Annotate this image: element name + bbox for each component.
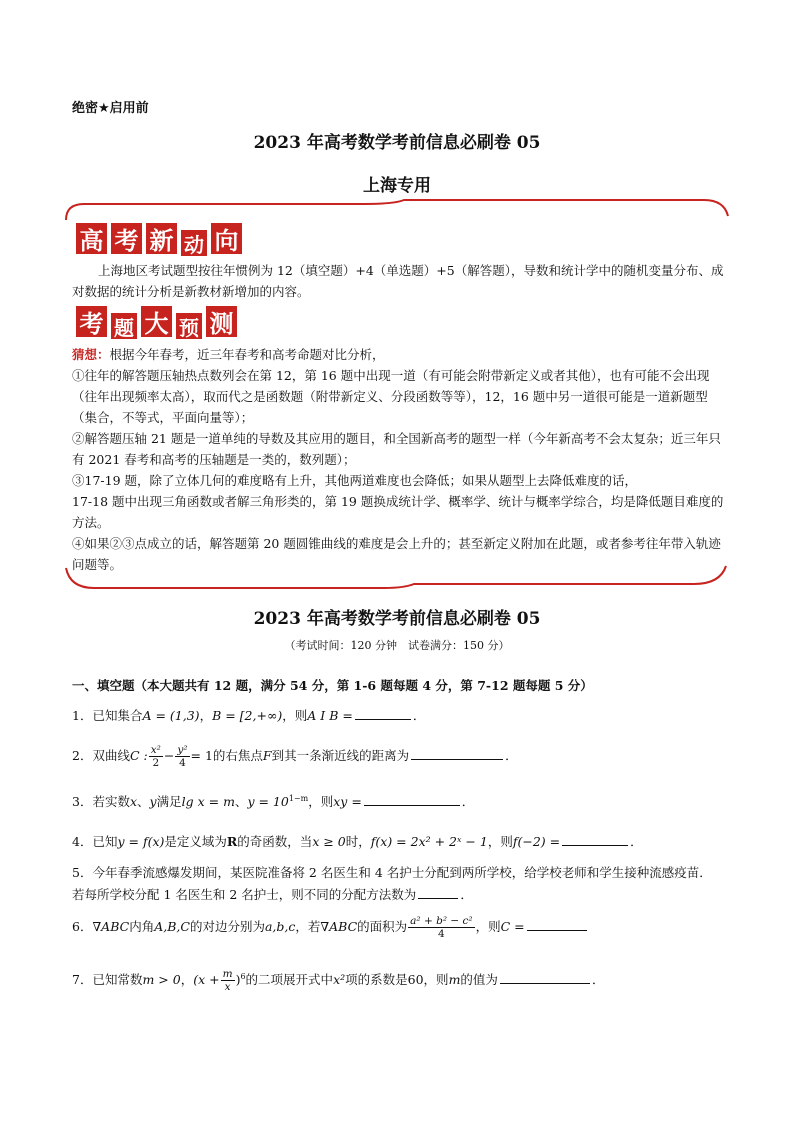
- numerator: a² + b² − c²: [410, 915, 473, 927]
- q-text: 今年春季流感爆发期间，某医院准备将 2 名医生和 4 名护士分配到两所学校，给学校老师和学生接种流感疫苗．若每所学校分配 1 名医生和 2 名护士，则不同的分配方法数为: [72, 865, 712, 902]
- q-text: 已知集合: [92, 708, 143, 723]
- numerator: x²: [150, 744, 161, 756]
- math-expr: ): [235, 972, 241, 988]
- q-text: 满足: [156, 794, 182, 810]
- banner-char: 考: [75, 305, 108, 338]
- q-text: 项的系数是: [345, 972, 408, 988]
- exponent: 1−m: [288, 794, 309, 803]
- math-expr: R: [226, 834, 238, 849]
- page-title: 2023 年高考数学考前信息必刷卷 05: [253, 133, 541, 153]
- answer-blank[interactable]: [418, 884, 458, 899]
- question-6: [72, 915, 722, 940]
- forecast-item: 17-18 题中出现三角函数或者解三角形类的，第 19 题换成统计学、概率学、统计与概率学综合，均是降低题目难度的方法。: [72, 494, 724, 530]
- guess-label: 猜想：: [72, 347, 110, 362]
- q-text: 、: [137, 794, 150, 810]
- math-expr: = 1: [190, 748, 213, 763]
- fraction: [175, 744, 189, 769]
- question-number: 5．: [72, 865, 93, 880]
- answer-blank[interactable]: [562, 831, 628, 846]
- math-expr: A = (1,3): [142, 708, 200, 723]
- q-text: 若实数: [92, 794, 130, 810]
- answer-blank[interactable]: [527, 916, 587, 931]
- region-subtitle: 上海专用: [363, 176, 431, 196]
- exam-subtitle: （考试时间：120 分钟 试卷满分：150 分）: [284, 639, 510, 652]
- q-text: 的值为: [460, 972, 498, 988]
- math-expr: lg x = m: [181, 794, 235, 810]
- question-number: 6．: [72, 919, 93, 934]
- math-expr: f(−2) =: [512, 834, 561, 849]
- q-text: ．: [591, 972, 605, 988]
- numerator: y²: [177, 744, 188, 756]
- math-expr: x ≥ 0: [312, 834, 346, 849]
- denominator: x: [224, 981, 231, 994]
- denominator: 4: [179, 757, 186, 769]
- q-text: ，则: [423, 972, 449, 988]
- question-number: 2．: [72, 748, 93, 763]
- numerator: m: [222, 968, 233, 981]
- fraction: [408, 915, 474, 940]
- math-expr: C =: [500, 919, 525, 934]
- q-text: 的二项展开式中: [245, 972, 334, 988]
- math-expr: a,b,c: [264, 919, 296, 934]
- q-text: 的奇函数，当: [237, 834, 313, 849]
- math-expr: y = f(x): [117, 834, 165, 849]
- q-text: ．: [630, 834, 643, 849]
- math-expr: m: [448, 972, 461, 988]
- question-4: [72, 831, 722, 853]
- guess-line: [72, 344, 724, 365]
- question-7: [72, 966, 722, 993]
- math-expr: y = 10: [247, 794, 289, 810]
- forecast-text-block: [72, 344, 724, 575]
- question-number: 3．: [72, 794, 93, 810]
- fraction: [221, 968, 235, 993]
- new-trends-banner: [75, 222, 245, 257]
- q-text: ，则: [487, 834, 513, 849]
- question-number: 4．: [72, 834, 93, 849]
- exponent: 6: [240, 972, 246, 981]
- question-5: [72, 862, 722, 906]
- denominator: 4: [438, 928, 445, 940]
- math-expr: f(x) = 2x² + 2ˣ − 1: [370, 834, 488, 849]
- math-expr: A I B =: [307, 708, 353, 723]
- banner-char: 预: [175, 312, 203, 340]
- math-expr: ∇ABC: [320, 919, 358, 934]
- answer-blank[interactable]: [364, 791, 460, 806]
- math-expr: xy =: [333, 794, 362, 810]
- q-text: ，则: [282, 708, 308, 723]
- banner-char: 新: [145, 222, 178, 255]
- denominator: 2: [152, 757, 160, 769]
- q-text: ，: [199, 708, 213, 723]
- math-expr: (x +: [193, 972, 220, 988]
- q-text: 、: [234, 794, 248, 810]
- banner-char: 考: [110, 222, 143, 255]
- math-expr: m > 0: [142, 972, 181, 988]
- q-text: 的右焦点: [212, 748, 263, 763]
- q-text: 时，: [345, 834, 371, 849]
- q-text: 的对边分别为: [189, 919, 265, 934]
- math-expr: B = [2,+∞): [212, 708, 283, 723]
- q-text: 到其一条渐近线的距离为: [271, 748, 410, 763]
- banner-char: 题: [110, 312, 138, 340]
- banner-char: 大: [140, 305, 173, 338]
- q-text: ．: [412, 708, 426, 723]
- forecast-item: ①往年的解答题压轴热点数列会在第 12，第 16 题中出现一道（有可能会附带新定义或者其他），也有可能不会出现（往年出现频率太高），取而代之是函数题（附带新定义、分段函数等等），12，16 题中另一道很可能是一道新题型（集合，不等式，平面向量等）；: [72, 368, 710, 425]
- banner-char: 向: [210, 222, 243, 255]
- confidential-label: 绝密★启用前: [72, 101, 149, 116]
- banner-char: 高: [75, 222, 108, 255]
- q-text: ，若: [295, 919, 321, 934]
- q-text: 双曲线: [92, 748, 130, 763]
- question-number: 1．: [72, 708, 93, 723]
- math-expr: 60: [407, 972, 424, 988]
- question-number: 7．: [72, 972, 93, 988]
- q-text: 内角: [129, 919, 155, 934]
- section-heading: 一、填空题（本大题共有 12 题，满分 54 分，第 1-6 题每题 4 分，第 7-12 题每题 5 分）: [72, 678, 593, 693]
- answer-blank[interactable]: [411, 745, 503, 760]
- fraction: [149, 744, 163, 769]
- question-1: [72, 705, 722, 727]
- new-trends-text: 上海地区考试题型按往年惯例为 12（填空题）+4（单选题）+5（解答题），导数和统计学中的随机变量分布、成对数据的统计分析是新教材新增加的内容。: [72, 263, 724, 299]
- forecast-item: ③17-19 题，除了立体几何的难度略有上升，其他两道难度也会降低；如果从题型上去降低难度的话，: [72, 473, 638, 488]
- q-text: ．: [505, 748, 518, 763]
- exam-title: 2023 年高考数学考前信息必刷卷 05: [253, 609, 541, 629]
- forecast-item: ②解答题压轴 21 题是一道单纯的导数及其应用的题目，和全国新高考的题型一样（今年新高考不会太复杂；近三年只有 2021 春考和高考的压轴题是一类的，数列题）；: [72, 431, 721, 467]
- math-expr: y: [149, 794, 157, 810]
- forecast-item: ④如果②③点成立的话，解答题第 20 题圆锥曲线的难度是会上升的；甚至新定义附加在此题，或者参考往年带入轨迹问题等。: [72, 536, 721, 572]
- q-text: ，则: [308, 794, 334, 810]
- math-expr: F: [262, 748, 272, 763]
- q-text: 的面积为: [357, 919, 408, 934]
- q-text: 是定义域为: [164, 834, 227, 849]
- math-expr: x: [129, 794, 138, 810]
- q-text: ．: [460, 887, 473, 902]
- math-expr: x²: [333, 972, 346, 988]
- q-text: 已知: [92, 834, 118, 849]
- math-expr: ∇ABC: [92, 919, 130, 934]
- math-op: −: [163, 748, 175, 763]
- forecast-banner: [75, 305, 240, 340]
- question-3: [72, 788, 722, 813]
- math-expr: C :: [129, 748, 148, 763]
- q-text: ，: [180, 972, 194, 988]
- q-text: ．: [461, 794, 475, 810]
- q-text: 已知常数: [92, 972, 143, 988]
- guess-intro: 根据今年春考，近三年春考和高考命题对比分析，: [109, 347, 385, 362]
- q-text: ，则: [475, 919, 501, 934]
- banner-char: 动: [180, 229, 208, 257]
- question-2: [72, 744, 722, 769]
- new-trends-text-block: [72, 260, 724, 302]
- answer-blank[interactable]: [500, 969, 590, 984]
- math-expr: A,B,C: [154, 919, 190, 934]
- banner-char: 测: [205, 305, 238, 338]
- answer-blank[interactable]: [355, 705, 411, 720]
